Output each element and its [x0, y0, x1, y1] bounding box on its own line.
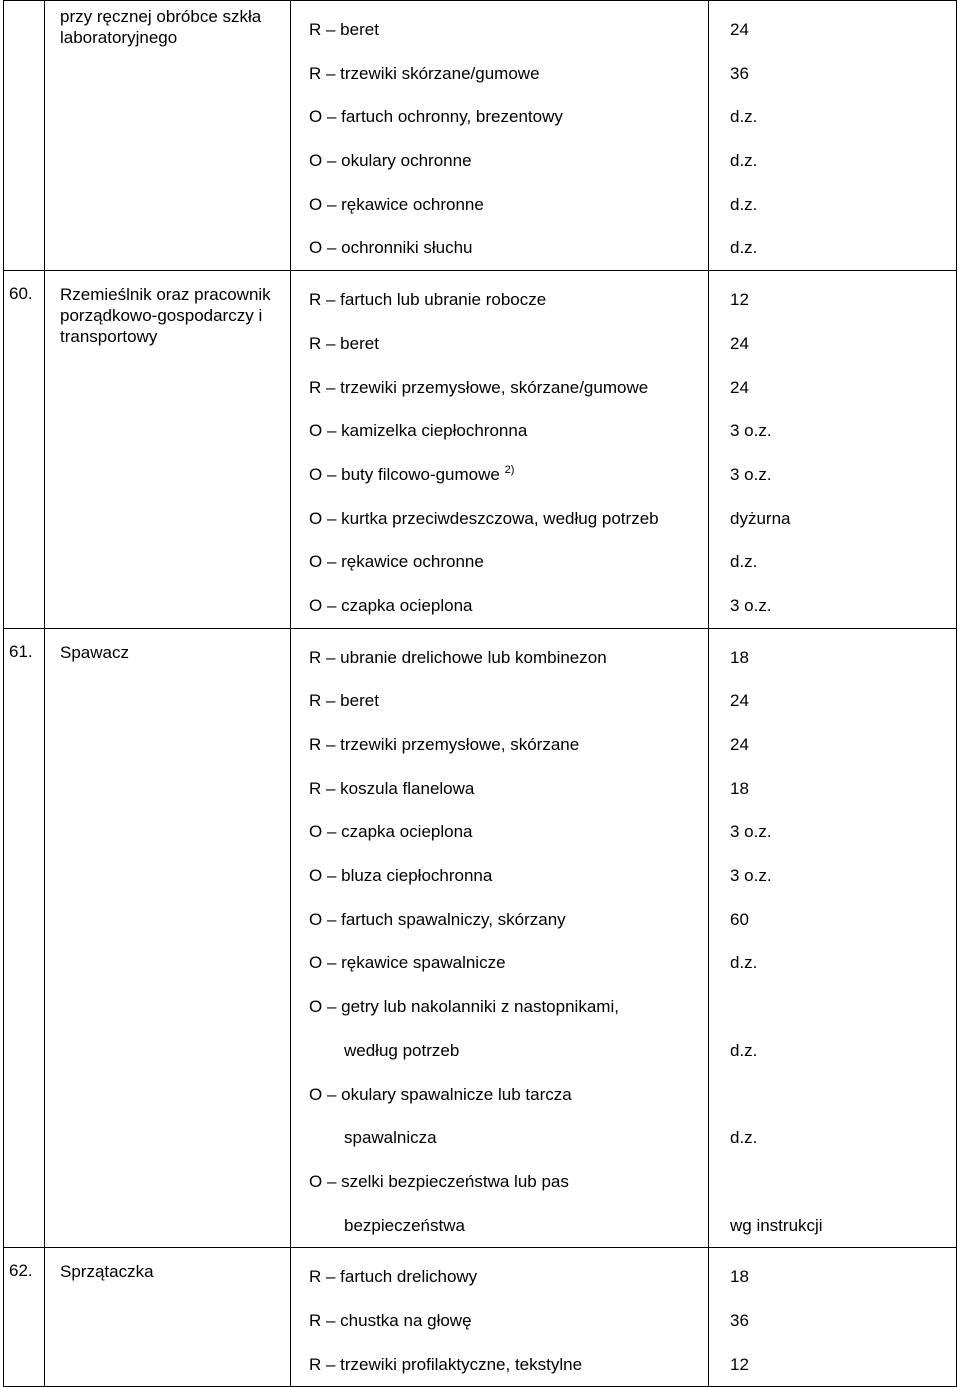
footnote-marker: 2) — [504, 463, 515, 476]
item-line — [309, 1116, 702, 1160]
period-value — [730, 1160, 950, 1204]
period-value: 18 — [730, 647, 749, 667]
period-value: 3 o.z. — [730, 464, 772, 484]
item-line — [309, 941, 702, 985]
period-value: d.z. — [730, 238, 758, 258]
position-name: Spawacz — [60, 642, 129, 662]
table-body — [4, 1, 957, 1387]
item-line — [309, 52, 702, 96]
item-text: R – ubranie drelichowe lub kombinezon — [309, 647, 607, 667]
item-text: R – beret — [309, 691, 379, 711]
item-text: O – kamizelka ciepłochronna — [309, 421, 528, 441]
period-cell — [709, 628, 957, 1248]
period-value: 18 — [730, 1267, 749, 1287]
items-cell — [291, 271, 709, 629]
period-value: d.z. — [730, 107, 758, 127]
item-line — [309, 584, 702, 628]
item-line — [309, 1073, 702, 1117]
item-line — [309, 95, 702, 139]
items-cell — [291, 1, 709, 271]
item-text: O – rękawice ochronne — [309, 194, 484, 214]
item-line — [309, 1299, 702, 1343]
item-text: R – beret — [309, 333, 379, 353]
item-text: R – beret — [309, 20, 379, 39]
period-value: 24 — [730, 735, 749, 754]
period-value: 24 — [730, 691, 749, 711]
item-line — [309, 1204, 702, 1248]
item-line — [309, 497, 702, 541]
table-row — [4, 1, 957, 271]
item-text: R – chustka na głowę — [309, 1310, 472, 1330]
item-line — [309, 540, 702, 584]
period-value: 3 o.z. — [730, 866, 772, 886]
item-text: O – rękawice spawalnicze — [309, 953, 506, 973]
period-value: 24 — [730, 20, 749, 39]
position-name-cell — [45, 271, 291, 629]
item-text: O – kurtka przeciwdeszczowa, według potrzeb — [309, 508, 659, 528]
items-cell — [291, 628, 709, 1248]
item-text: R – trzewiki przemysłowe, skórzane — [309, 735, 580, 754]
row-number-cell — [4, 271, 45, 629]
row-number: 61. — [9, 641, 33, 661]
position-name: Rzemieślnik oraz pracownik porządkowo-gospodarczy i transportowy — [60, 285, 271, 347]
item-text: według potrzeb — [344, 1040, 460, 1060]
item-line — [309, 1343, 702, 1387]
period-value: 3 o.z. — [730, 822, 772, 842]
period-value: 12 — [730, 1354, 749, 1374]
period-value: d.z. — [730, 953, 758, 973]
row-number-cell — [4, 1, 45, 271]
item-line — [309, 679, 702, 723]
item-line — [309, 1160, 702, 1204]
position-name-cell — [45, 1248, 291, 1387]
item-line — [309, 898, 702, 942]
period-value: 60 — [730, 909, 749, 929]
item-text: O – fartuch spawalniczy, skórzany — [309, 909, 566, 929]
period-value: d.z. — [730, 194, 758, 214]
item-text: O – rękawice ochronne — [309, 552, 484, 572]
item-text: R – trzewiki profilaktyczne, tekstylne — [309, 1354, 583, 1374]
position-name-cell — [45, 1, 291, 271]
position-name: Sprzątaczka — [60, 1262, 154, 1282]
item-text: O – buty filcowo-gumowe — [309, 464, 500, 484]
item-text: bezpieczeństwa — [344, 1215, 465, 1235]
period-cell — [709, 1248, 957, 1387]
item-text: R – trzewiki przemysłowe, skórzane/gumowe — [309, 377, 649, 397]
table-row — [4, 1248, 957, 1387]
period-value: 3 o.z. — [730, 595, 772, 615]
period-value: dyżurna — [730, 508, 791, 528]
item-line — [309, 226, 702, 270]
item-text: O – okulary spawalnicze lub tarcza — [309, 1084, 572, 1104]
period-value: d.z. — [730, 151, 758, 171]
item-line — [309, 767, 702, 811]
item-line — [309, 278, 702, 322]
item-text: O – czapka ocieplona — [309, 595, 473, 615]
period-cell — [709, 271, 957, 629]
period-value: 3 o.z. — [730, 421, 772, 441]
item-text: O – okulary ochronne — [309, 151, 472, 171]
period-value: d.z. — [730, 1040, 758, 1060]
position-name: przy ręcznej obróbce szkła laboratoryjnego — [60, 7, 262, 47]
row-number-cell — [4, 628, 45, 1248]
row-number-cell — [4, 1248, 45, 1387]
period-value — [730, 1073, 950, 1117]
item-text: O – getry lub nakolanniki z nastopnikami, — [309, 997, 619, 1017]
item-line — [309, 854, 702, 898]
item-line — [309, 636, 702, 680]
item-text: R – fartuch drelichowy — [309, 1267, 478, 1287]
item-text: O – ochronniki słuchu — [309, 238, 473, 258]
row-number: 62. — [9, 1261, 33, 1281]
item-text: R – koszula flanelowa — [309, 778, 475, 798]
item-text: R – fartuch lub ubranie robocze — [309, 290, 547, 310]
period-value: 18 — [730, 778, 749, 798]
period-value: 36 — [730, 1310, 749, 1330]
row-number — [4, 1, 44, 14]
item-text: spawalnicza — [344, 1128, 437, 1148]
item-line — [309, 183, 702, 227]
item-line — [309, 409, 702, 453]
item-text: R – trzewiki skórzane/gumowe — [309, 63, 540, 83]
period-value: 12 — [730, 290, 749, 310]
item-line — [309, 1029, 702, 1073]
item-line — [309, 723, 702, 767]
item-line — [309, 453, 702, 497]
row-number: 60. — [9, 284, 33, 304]
item-line — [309, 1255, 702, 1299]
clothing-allocation-table — [3, 0, 957, 1387]
period-value — [730, 985, 950, 1029]
item-line — [309, 366, 702, 410]
item-text: O – fartuch ochronny, brezentowy — [309, 107, 563, 127]
table-row — [4, 271, 957, 629]
position-name-cell — [45, 628, 291, 1248]
item-line — [309, 985, 702, 1029]
item-line — [309, 139, 702, 183]
items-cell — [291, 1248, 709, 1387]
period-value: d.z. — [730, 1128, 758, 1148]
item-text: O – czapka ocieplona — [309, 822, 473, 842]
period-value: wg instrukcji — [730, 1215, 823, 1235]
period-cell — [709, 1, 957, 271]
item-text: O – szelki bezpieczeństwa lub pas — [309, 1171, 569, 1191]
period-value: 36 — [730, 63, 749, 83]
item-text: O – bluza ciepłochronna — [309, 866, 493, 886]
item-line — [309, 810, 702, 854]
period-value: 24 — [730, 377, 749, 397]
item-line — [309, 322, 702, 366]
item-line — [309, 8, 702, 52]
table-row — [4, 628, 957, 1248]
period-value: d.z. — [730, 552, 758, 572]
period-value: 24 — [730, 333, 749, 353]
